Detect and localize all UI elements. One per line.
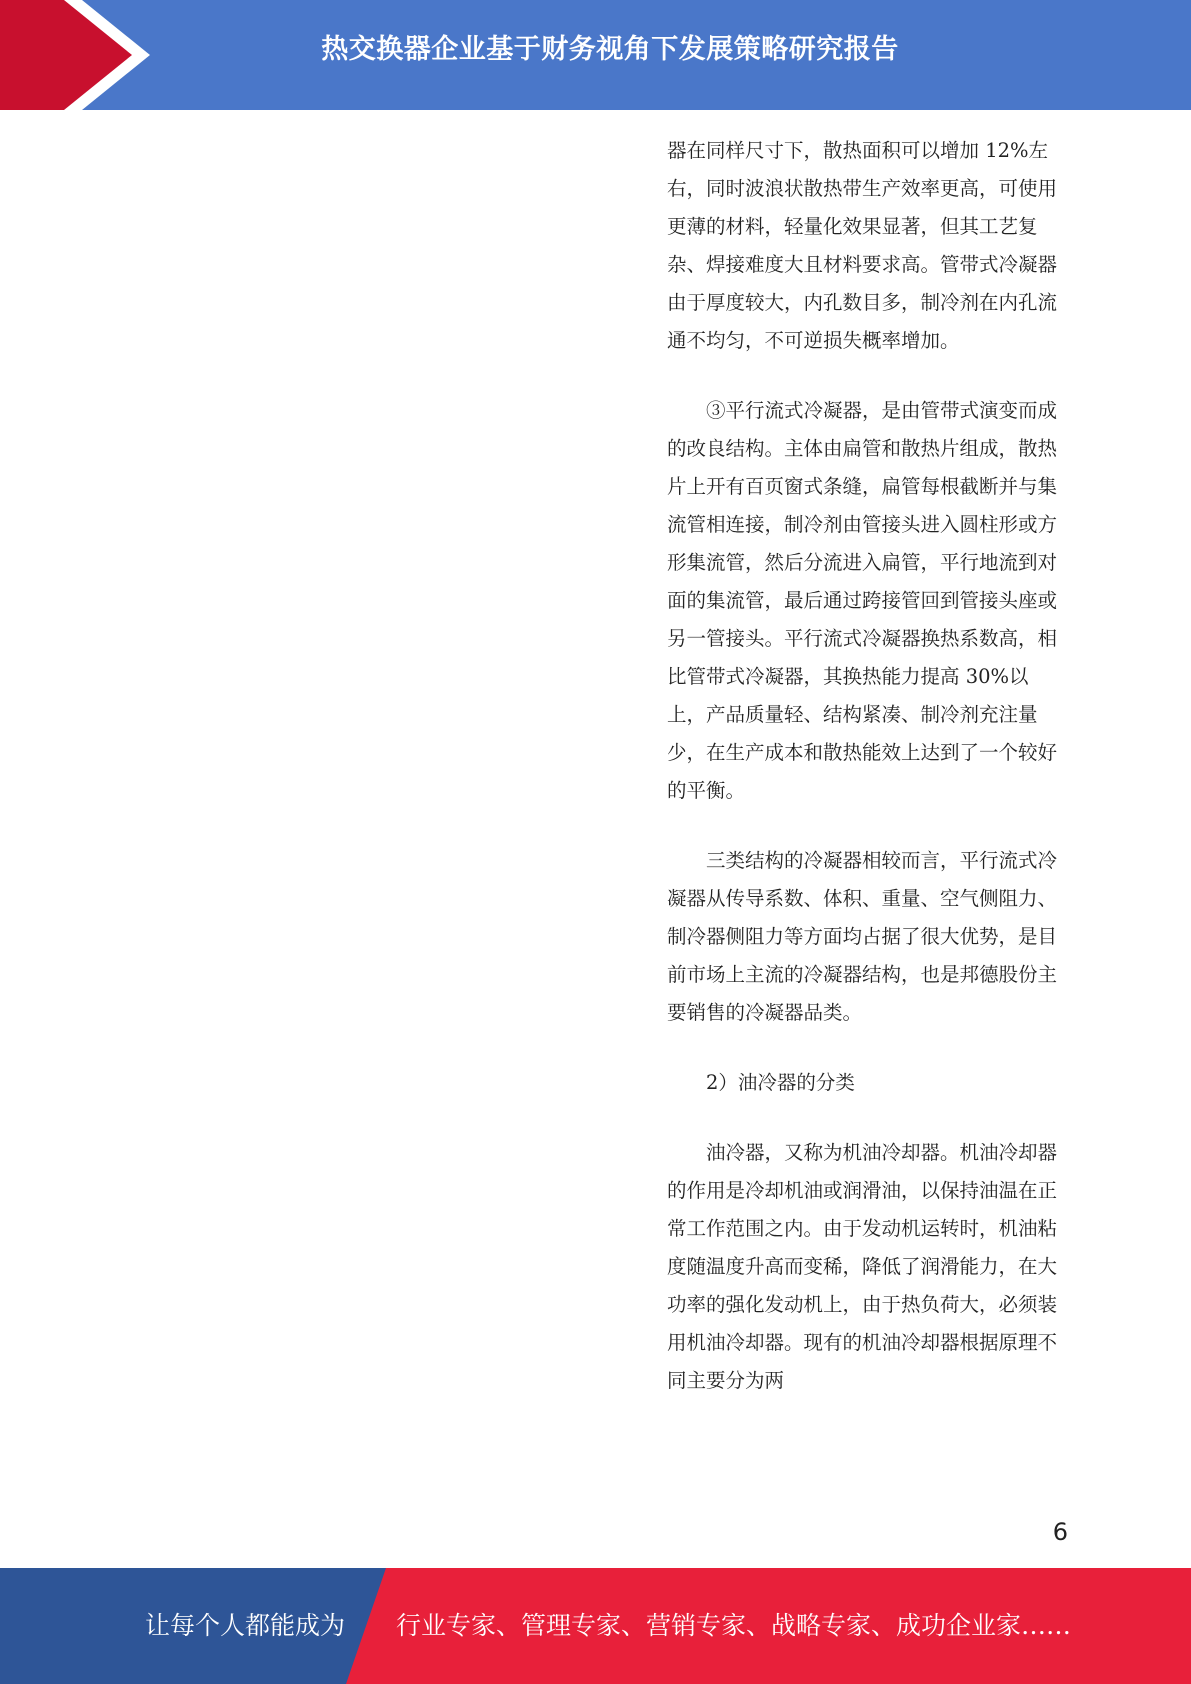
paragraph-parallel-flow-condenser: ③平行流式冷凝器，是由管带式演变而成的改良结构。主体由扁管和散热片组成，散热片上开有百页窗式条缝，扁管每根截断并与集流管相连接，制冷剂由管接头进入圆柱形或方形集流管，然后分流进入扁管，平行地流到对面的集流管，最后通过跨接管回到管接头座或另一管接头。平行流式冷凝器换热系数高，相比管带式冷凝器，其换热能力提高 30%以上，产品质量轻、结构紧凑、制冷剂充注量少，在生产成本和散热能效上达到了一个较好的平衡。 [667, 399, 1058, 802]
footer-slogan-right: 行业专家、管理专家、营销专家、战略专家、成功企业家…… [396, 1611, 1072, 1640]
red-chevron-icon [0, 0, 160, 110]
body-text-column [667, 132, 1057, 1400]
paragraph-continuation: 器在同样尺寸下，散热面积可以增加 12%左右，同时波浪状散热带生产效率更高，可使用更薄的材料，轻量化效果显著，但其工艺复杂、焊接难度大且材料要求高。管带式冷凝器由于厚度较大，内孔数目多，制冷剂在内孔流通不均匀，不可逆损失概率增加。 [667, 139, 1058, 352]
page-header [0, 0, 1191, 110]
page-number: 6 [1052, 1518, 1068, 1546]
report-title: 热交换器企业基于财务视角下发展策略研究报告 [321, 34, 899, 65]
paragraph-condenser-comparison: 三类结构的冷凝器相较而言，平行流式冷凝器从传导系数、体积、重量、空气侧阻力、制冷器侧阻力等方面均占据了很大优势，是目前市场上主流的冷凝器结构，也是邦德股份主要销售的冷凝器品类。 [667, 849, 1058, 1024]
chevron-red-fill [0, 0, 132, 110]
footer-slogan-left: 让每个人都能成为 [144, 1611, 345, 1640]
paragraph-oil-cooler: 油冷器，又称为机油冷却器。机油冷却器的作用是冷却机油或润滑油，以保持油温在正常工作范围之内。由于发动机运转时，机油粘度随温度升高而变稀，降低了润滑能力，在大功率的强化发动机上，由于热负荷大，必须装用机油冷却器。现有的机油冷却器根据原理不同主要分为两 [667, 1141, 1058, 1392]
page-footer [0, 1568, 1191, 1684]
section-heading-oil-cooler: 2）油冷器的分类 [706, 1071, 855, 1094]
